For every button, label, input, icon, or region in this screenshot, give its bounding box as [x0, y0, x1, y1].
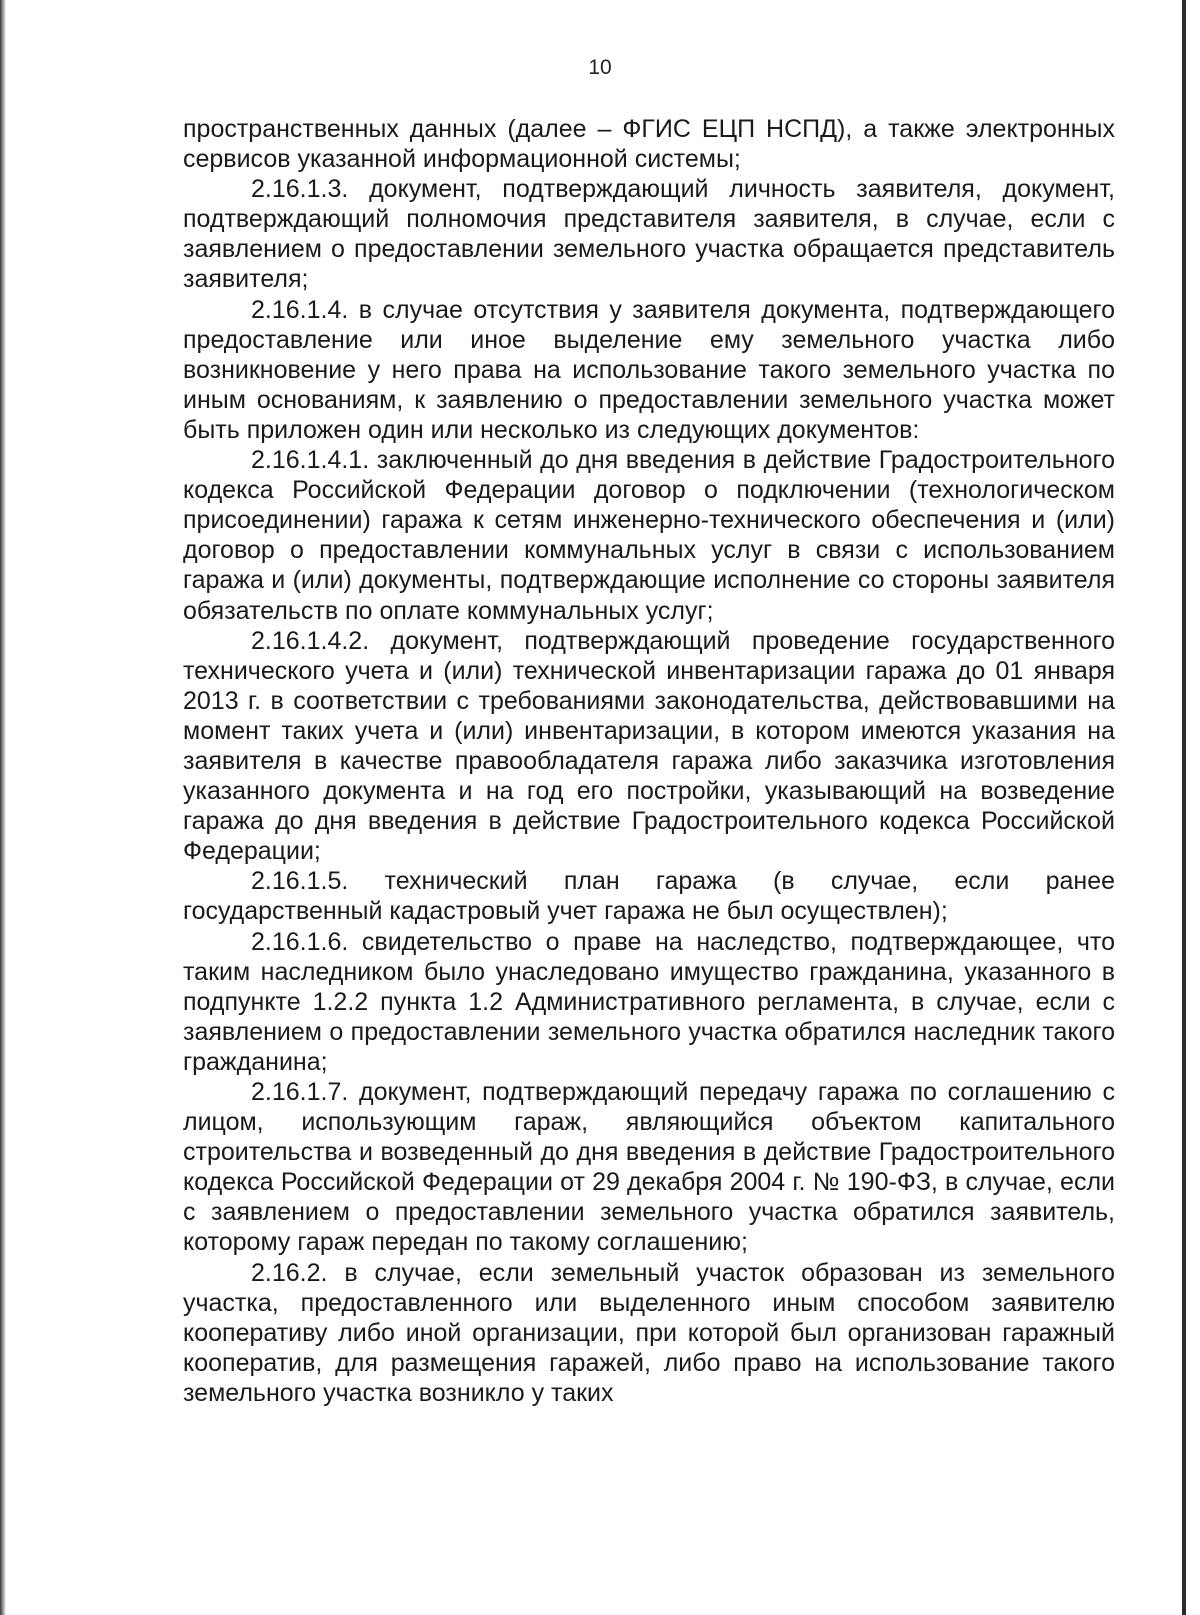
- paragraph-2-16-1-4: 2.16.1.4. в случае отсутствия у заявителя документа, подтверждающего предоставление или иное выделение ему земельного участка либо возникновение у него права на использование такого земельного участка по иным основаниям, к заявлению о предоставлении земельного участка может быть приложен один или несколько из следующих документов:: [183, 295, 1115, 444]
- paragraph-2-16-1-3: 2.16.1.3. документ, подтверждающий личность заявителя, документ, подтверждающий полномочия представителя заявителя, в случае, если с заявлением о предоставлении земельного участка обращается представитель заявителя;: [183, 175, 1115, 294]
- paragraph-2-16-1-4-2: 2.16.1.4.2. документ, подтверждающий проведение государственного технического учета и (или) технической инвентаризации гаража до 01 января 2013 г. в соответствии с требованиями законодательства, действовавшими на момент таких учета и (или) инвентаризации, в котором имеются указания на заявителя в качестве правообладателя гаража либо заказчика изготовления указанного документа и на год его постройки, указывающий на возведение гаража до дня введения в действие Градостроительного кодекса Российской Федерации;: [183, 626, 1115, 866]
- scan-edge-right: [1182, 0, 1186, 1615]
- paragraph-2-16-1-5: 2.16.1.5. технический план гаража (в случае, если ранее государственный кадастровый учет гаража не был осуществлен);: [183, 867, 1115, 926]
- scan-edge-left: [0, 0, 6, 1615]
- page-number: 10: [588, 56, 612, 79]
- paragraph-2-16-1-4-1: 2.16.1.4.1. заключенный до дня введения в действие Градостроительного кодекса Российской Федерации договор о подключении (технологическом присоединении) гаража к сетям инженерно-технического обеспечения и (или) договор о предоставлении коммунальных услуг в связи с использованием гаража и (или) документы, подтверждающие исполнение со стороны заявителя обязательств по оплате коммунальных услуг;: [183, 446, 1115, 625]
- paragraph-2-16-1-7: 2.16.1.7. документ, подтверждающий передачу гаража по соглашению с лицом, использующим гараж, являющийся объектом капитального строительства и возведенный до дня введения в действие Градостроительного кодекса Российской Федерации от 29 декабря 2004 г. № 190-ФЗ, в случае, если с заявлением о предоставлении земельного участка обратился заявитель, которому гараж передан по такому соглашению;: [183, 1078, 1115, 1257]
- document-body: [183, 114, 1115, 1408]
- paragraph-2-16-1-6: 2.16.1.6. свидетельство о праве на наследство, подтверждающее, что таким наследником было унаследовано имущество гражданина, указанного в подпункте 1.2.2 пункта 1.2 Административного регламента, в случае, если с заявлением о предоставлении земельного участка обратился наследник такого гражданина;: [183, 927, 1115, 1076]
- paragraph-2-16-2: 2.16.2. в случае, если земельный участок образован из земельного участка, предоставленного или выделенного иным способом заявителю кооперативу либо иной организации, при которой был организован гаражный кооператив, для размещения гаражей, либо право на использование такого земельного участка возникло у таких: [183, 1258, 1115, 1407]
- paragraph-continuation: пространственных данных (далее – ФГИС ЕЦП НСПД), а также электронных сервисов указанной информационной системы;: [183, 115, 1115, 174]
